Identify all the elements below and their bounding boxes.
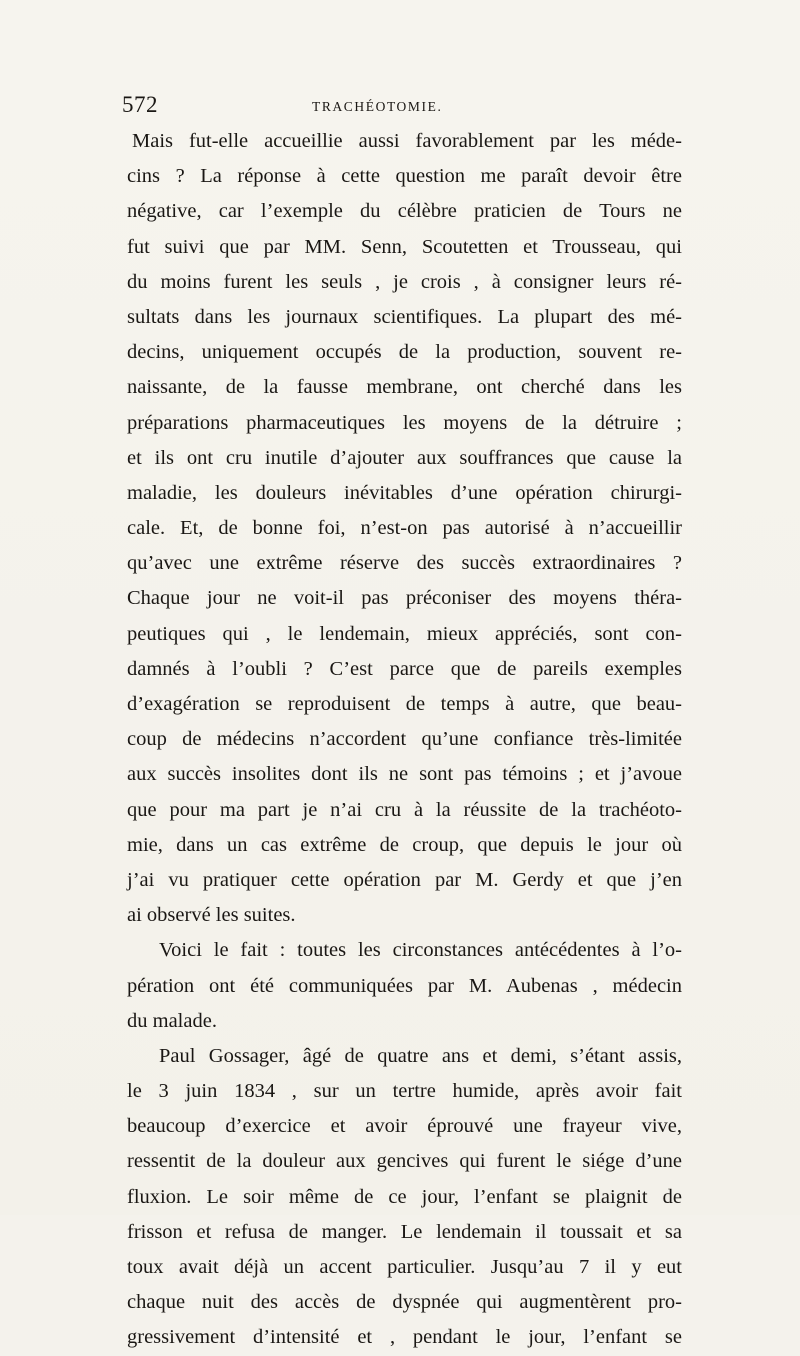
- text-line: pération ont été communiquées par M. Aubenas , médecin: [127, 974, 682, 997]
- text-line: sultats dans les journaux scientifiques. La plupart des mé-: [127, 305, 682, 328]
- text-line: frisson et refusa de manger. Le lendemain il toussait et sa: [127, 1220, 682, 1243]
- text-line: ressentit de la douleur aux gencives qui furent le siége d’une: [127, 1150, 682, 1173]
- text-line: fluxion. Le soir même de ce jour, l’enfant se plaignit de: [127, 1185, 682, 1208]
- text-line: du malade.: [127, 1009, 217, 1032]
- text-line: j’ai vu pratiquer cette opération par M. Gerdy et que j’en: [127, 868, 682, 891]
- text-line: beaucoup d’exercice et avoir éprouvé une frayeur vive,: [127, 1115, 682, 1138]
- text-line: Voici le fait : toutes les circonstances antécédentes à l’o-: [159, 939, 682, 962]
- text-line: Mais fut-elle accueillie aussi favorablement par les méde-: [132, 130, 682, 152]
- running-title: TRACHÉOTOMIE.: [312, 99, 443, 114]
- text-line: naissante, de la fausse membrane, ont cherché dans les: [127, 376, 682, 399]
- text-line: gressivement d’intensité et , pendant le jour, l’enfant se: [127, 1326, 682, 1349]
- body-text: [127, 124, 682, 1356]
- text-line: négative, car l’exemple du célèbre praticien de Tours ne: [127, 200, 682, 223]
- text-line: coup de médecins n’accordent qu’une confiance très-limitée: [127, 728, 682, 751]
- text-line: le 3 juin 1834 , sur un tertre humide, après avoir fait: [127, 1080, 682, 1103]
- text-line: que pour ma part je n’ai cru à la réussite de la trachéoto-: [127, 798, 682, 821]
- text-line: ai observé les suites.: [127, 904, 296, 927]
- text-line: mie, dans un cas extrême de croup, que depuis le jour où: [127, 833, 682, 856]
- text-line: Chaque jour ne voit-il pas préconiser des moyens théra-: [127, 587, 682, 610]
- text-line: cins ? La réponse à cette question me paraît devoir être: [127, 165, 682, 188]
- page-number: 572: [122, 92, 158, 117]
- text-line: qu’avec une extrême réserve des succès extraordinaires ?: [127, 552, 682, 575]
- text-line: peutiques qui , le lendemain, mieux appréciés, sont con-: [127, 622, 682, 645]
- text-line: préparations pharmaceutiques les moyens de la détruire ;: [127, 411, 682, 434]
- text-line: damnés à l’oubli ? C’est parce que de pareils exemples: [127, 657, 682, 680]
- text-line: aux succès insolites dont ils ne sont pas témoins ; et j’avoue: [127, 763, 682, 786]
- text-line: d’exagération se reproduisent de temps à autre, que beau-: [127, 693, 682, 715]
- text-line: maladie, les douleurs inévitables d’une opération chirurgi-: [127, 481, 682, 504]
- text-line: Paul Gossager, âgé de quatre ans et demi, s’étant assis,: [159, 1044, 682, 1067]
- running-head: [122, 92, 682, 122]
- text-line: et ils ont cru inutile d’ajouter aux souffrances que cause la: [127, 446, 682, 469]
- text-line: fut suivi que par MM. Senn, Scoutetten et Trousseau, qui: [127, 235, 682, 258]
- text-line: cale. Et, de bonne foi, n’est-on pas autorisé à n’accueillir: [127, 517, 682, 540]
- text-line: decins, uniquement occupés de la production, souvent re-: [127, 341, 682, 364]
- text-line: toux avait déjà un accent particulier. Jusqu’au 7 il y eut: [127, 1256, 682, 1278]
- text-line: du moins furent les seuls , je crois , à consigner leurs ré-: [127, 270, 682, 293]
- text-line: chaque nuit des accès de dyspnée qui augmentèrent pro-: [127, 1291, 682, 1314]
